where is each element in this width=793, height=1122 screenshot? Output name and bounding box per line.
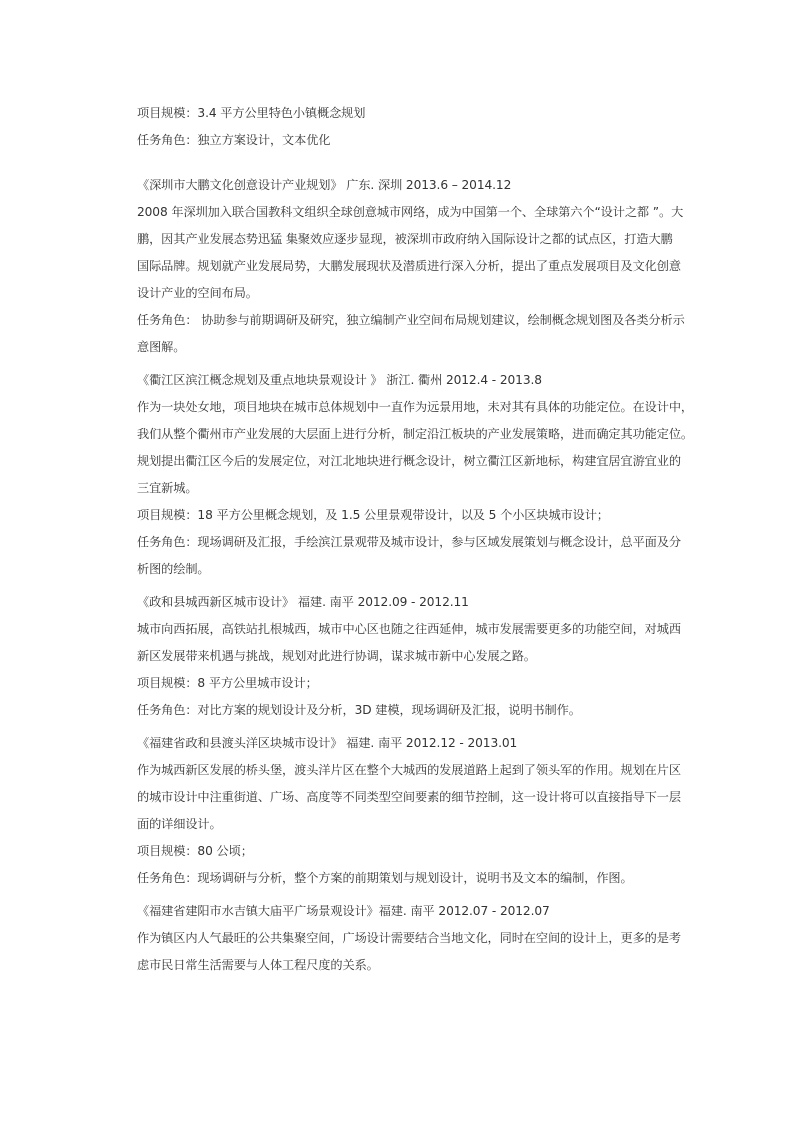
project-desc-line: 三宜新城。 bbox=[137, 481, 198, 495]
project-desc-line: 我们从整个衢州市产业发展的大层面上进行分析，制定沿江板块的产业发展策略，进而确定其功能定位。 bbox=[137, 427, 694, 441]
project-scale: 项目规模：18 平方公里概念规划，及 1.5 公里景观带设计，以及 5 个小区块城市设计； bbox=[137, 508, 609, 522]
project-desc-line: 新区发展带来机遇与挑战，规划对此进行协调，谋求城市新中心发展之路。 bbox=[137, 649, 536, 663]
project-desc-line: 规划提出衢江区今后的发展定位，对江北地块进行概念设计，树立衢江区新地标，构建宜居宜游宜业的 bbox=[137, 454, 681, 468]
project-desc-line: 城市向西拓展，高铁站扎根城西，城市中心区也随之往西延伸，城市发展需要更多的功能空间，对城西 bbox=[137, 622, 681, 636]
project-title: 《福建省政和县渡头洋区块城市设计》 福建. 南平 2012.12 - 2013.01 bbox=[137, 736, 518, 750]
project-desc-line: 2008 年深圳加入联合国教科文组织全球创意城市网络，成为中国第一个、全球第六个“设计之都 ”。大 bbox=[137, 205, 684, 219]
project-desc-line: 鹏，因其产业发展态势迅猛 集聚效应逐步显现，被深圳市政府纳入国际设计之都的试点区，打造大鹏 bbox=[137, 232, 673, 246]
project-role-line: 任务角色： 协助参与前期调研及研究，独立编制产业空间布局规划建议，绘制概念规划图及各类分析示 bbox=[137, 313, 685, 327]
project-role-line: 任务角色：现场调研及汇报，手绘滨江景观带及城市设计，参与区域发展策划与概念设计，总平面及分 bbox=[137, 535, 681, 549]
project-role-line: 析图的绘制。 bbox=[137, 562, 210, 576]
resume-page bbox=[137, 100, 694, 979]
project-desc-line: 国际品牌。规划就产业发展局势，大鹏发展现状及潜质进行深入分析，提出了重点发展项目及文化创意 bbox=[137, 259, 681, 273]
project-title: 《衢江区滨江概念规划及重点地块景观设计 》 浙江. 衢州 2012.4 - 2013.8 bbox=[137, 373, 542, 387]
intro-scale: 项目规模：3.4 平方公里特色小镇概念规划 bbox=[137, 106, 366, 120]
project-scale: 项目规模：8 平方公里城市设计； bbox=[137, 676, 318, 690]
project-desc-line: 设计产业的空间布局。 bbox=[137, 286, 258, 300]
project-desc-line: 的城市设计中注重街道、广场、高度等不同类型空间要素的细节控制，这一设计将可以直接指导下一层 bbox=[137, 790, 681, 804]
project-scale: 项目规模：80 公顷； bbox=[137, 844, 253, 858]
project-role-line: 任务角色：现场调研与分析，整个方案的前期策划与规划设计，说明书及文本的编制，作图。 bbox=[137, 871, 633, 885]
project-desc-line: 作为镇区内人气最旺的公共集聚空间，广场设计需要结合当地文化，同时在空间的设计上，更多的是考 bbox=[137, 931, 681, 945]
project-role-line: 任务角色：对比方案的规划设计及分析，3D 建模，现场调研及汇报，说明书制作。 bbox=[137, 703, 581, 717]
project-title: 《深圳市大鹏文化创意设计产业规划》 广东. 深圳 2013.6 – 2014.12 bbox=[137, 178, 512, 192]
project-desc-line: 虑市民日常生活需要与人体工程尺度的关系。 bbox=[137, 958, 379, 972]
project-role-line: 意图解。 bbox=[137, 340, 186, 354]
intro-role: 任务角色：独立方案设计，文本优化 bbox=[137, 133, 331, 147]
project-title: 《福建省建阳市水吉镇大庙平广场景观设计》福建. 南平 2012.07 - 2012.07 bbox=[137, 904, 550, 918]
project-title: 《政和县城西新区城市设计》 福建. 南平 2012.09 - 2012.11 bbox=[137, 595, 469, 609]
project-desc-line: 作为一块处女地，项目地块在城市总体规划中一直作为远景用地，未对其有具体的功能定位。在设计中， bbox=[137, 400, 694, 414]
project-desc-line: 面的详细设计。 bbox=[137, 817, 222, 831]
project-desc-line: 作为城西新区发展的桥头堡，渡头洋片区在整个大城西的发展道路上起到了领头军的作用。规划在片区 bbox=[137, 763, 681, 777]
